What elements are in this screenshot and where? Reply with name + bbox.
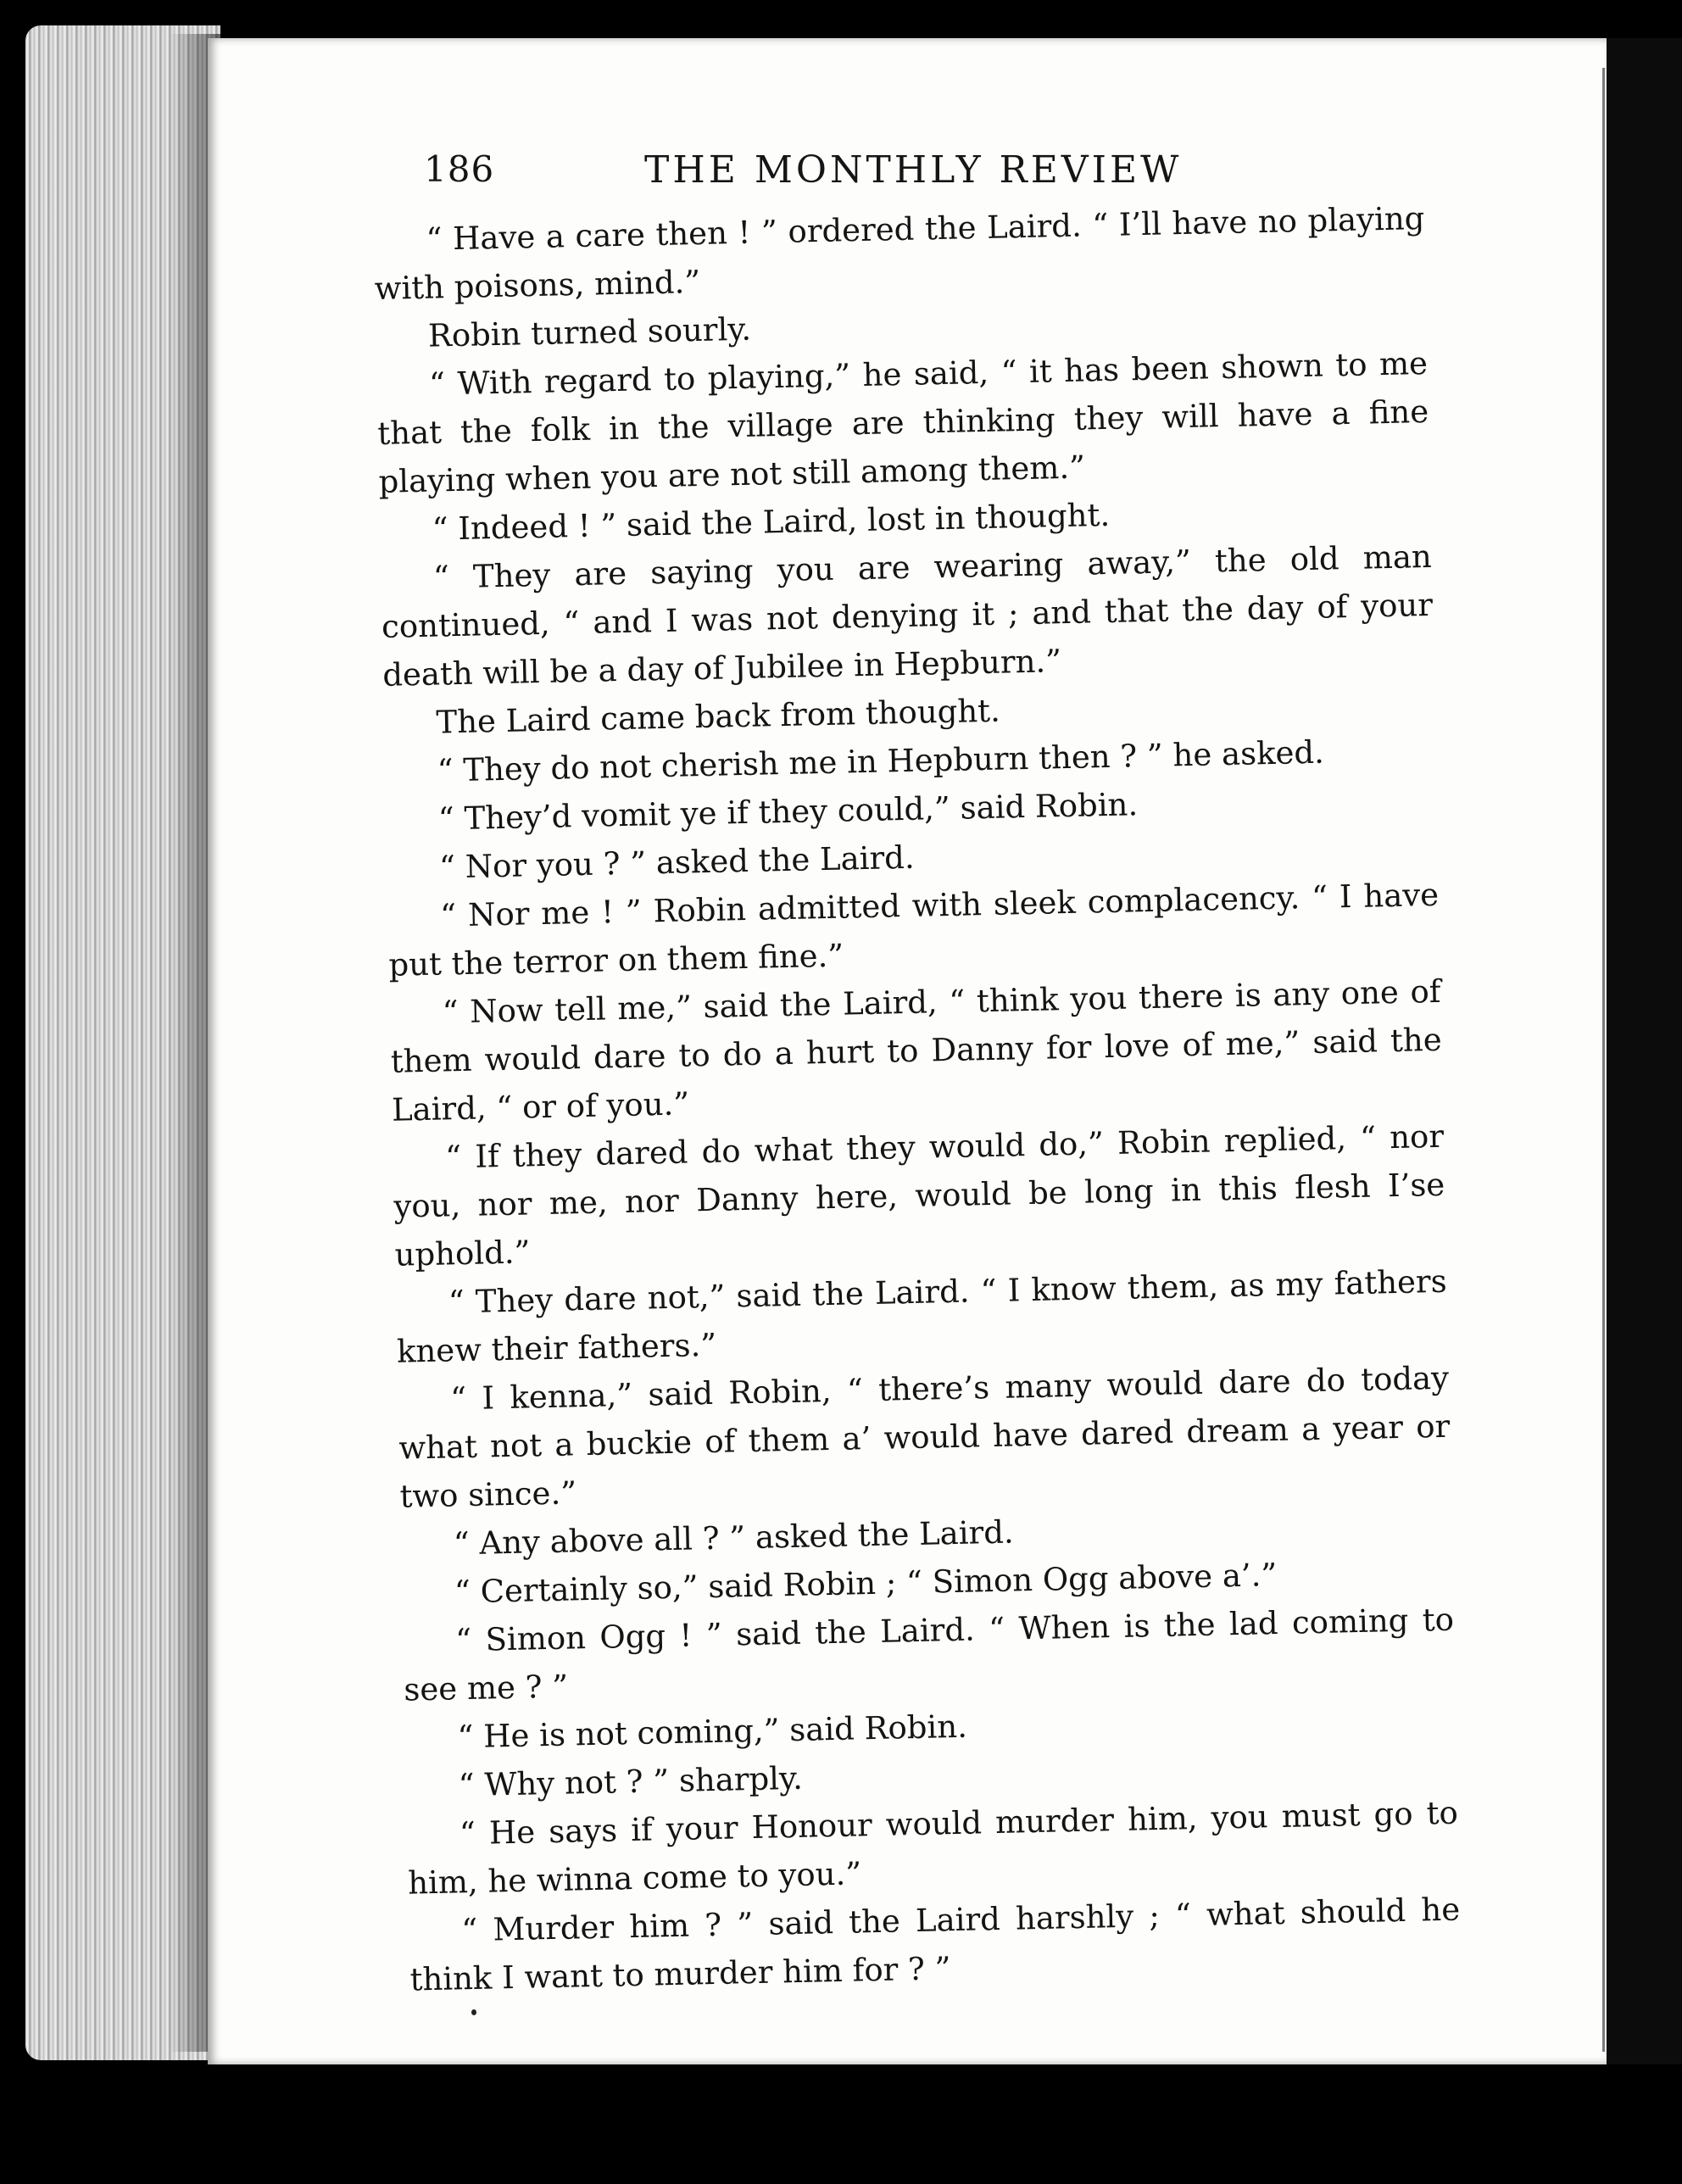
paragraph: “ If they dared do what they would do,” Robin replied, “ nor you, nor me, nor Danny here, would be long in this flesh I’se uphold.” [393,1117,1445,1273]
paragraph: “ With regard to playing,” he said, “ it has been shown to me that the folk in the village are thinking they will have a fine playing when you are not still among them.” [376,344,1429,500]
paragraph: “ Murder him ? ” said the Laird harshly ; “ what should he think I want to murder him for ? ” [409,1891,1461,1998]
page-number: 186 [424,148,495,190]
paragraph: “ Certainly so,” said Robin ; “ Simon Ogg above a’.” [454,1557,1278,1611]
paragraph: “ Any above all ? ” asked the Laird. [453,1513,1015,1563]
paragraph: “ Nor you ? ” asked the Laird. [438,838,916,886]
paragraph: “ Indeed ! ” said the Laird, lost in thought. [432,496,1111,548]
paragraph: “ I kenna,” said Robin, “ there’s many would dare do today what not a buckie of them a’ would have dared dream a year or two since.” [398,1359,1451,1515]
paragraph: “ Why not ? ” sharply. [458,1759,804,1804]
paragraph: “ Have a care then ! ” ordered the Laird. “ I’ll have no playing with poisons, mind.” [374,200,1425,307]
paragraph: “ He is not coming,” said Robin. [457,1708,968,1756]
paragraph: “ They’d vomit ye if they could,” said Robin. [437,786,1139,838]
paragraph: “ He says if your Honour would murder him, you must go to him, he winna come to you.” [407,1794,1459,1902]
paragraph: Robin turned sourly. [427,310,752,354]
running-head [424,148,1441,199]
paragraph: “ Now tell me,” said the Laird, “ think you there is any one of them would dare to do a hurt to Danny for love of me,” said the Laird, “ or of you.” [390,972,1443,1128]
ink-speck [471,2009,476,2015]
paragraph: “ Simon Ogg ! ” said the Laird. “ When is the lad coming to see me ? ” [403,1601,1455,1708]
body-text [373,194,1462,2004]
paragraph: “ They dare not,” said the Laird. “ I know them, as my fathers knew their fathers.” [396,1262,1448,1370]
page-right-edge-line [1602,68,1605,2052]
scan-background-right [1607,38,1682,2064]
journal-title: THE MONTHLY REVIEW [644,148,1183,192]
paragraph: “ They do not cherish me in Hepburn then ? ” he asked. [437,733,1325,789]
paragraph: The Laird came back from thought. [436,692,1001,741]
paragraph: “ Nor me ! ” Robin admitted with sleek complacency. “ I have put the terror on them fine.” [388,876,1440,983]
paragraph: “ They are saying you are wearing away,” the old man continued, “ and I was not denying it ; and that the day of your death will be a day of Jubilee in Hepburn.” [381,538,1434,694]
